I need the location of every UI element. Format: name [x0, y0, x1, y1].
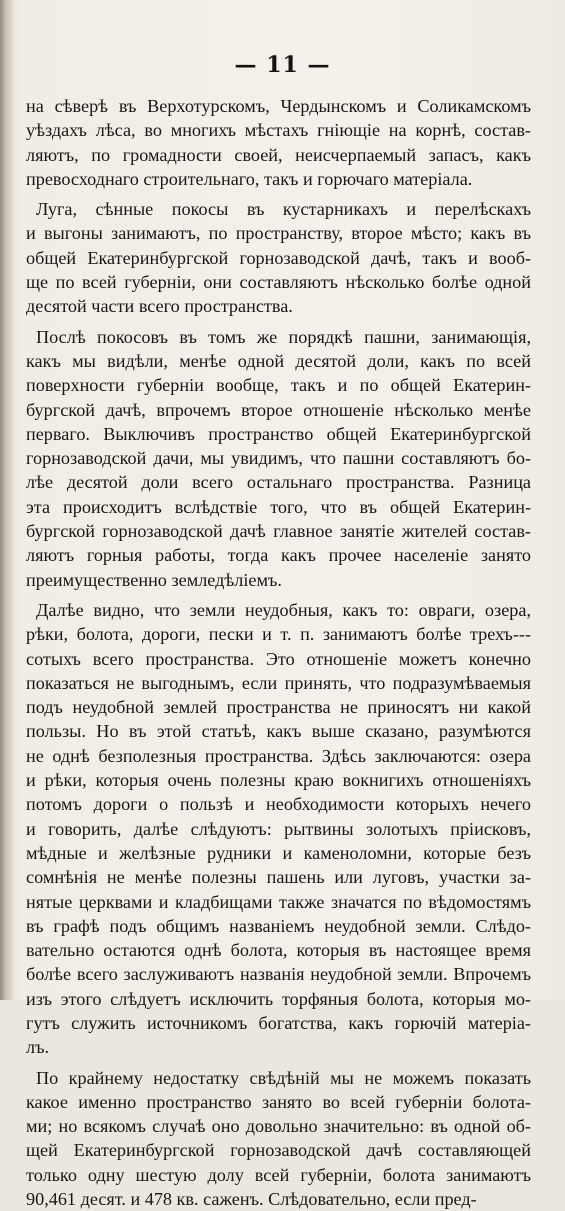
text-line: сотыхъ всего пространства. Это отношеніе можетъ конечно: [26, 648, 531, 669]
text-line: превосходнаго строительнаго, такъ и горючаго матеріала.: [26, 168, 473, 189]
paragraph: [26, 197, 531, 318]
text-line: поверхности губерніи вообще, такъ и по общей Екатерин-: [26, 375, 531, 396]
text-line: и говорить, далѣе слѣдуютъ: рытвины золотыхъ пріисковъ,: [26, 818, 531, 839]
binding-shadow: [0, 0, 14, 1000]
text-line: ще по всей губерніи, они составляютъ нѣсколько болѣе одной: [26, 272, 531, 293]
text-line: болѣе всего заслуживаютъ названія неудобной земли. Впрочемъ: [26, 964, 531, 985]
body-text: [26, 94, 531, 1211]
text-line: на сѣверѣ въ Верхотурскомъ, Чердынскомъ и Соликамскомъ: [26, 96, 531, 116]
text-line: эта происходитъ вслѣдствіе того, что въ общей Екатерин-: [26, 496, 531, 517]
text-line: мѣдные и желѣзные рудники и каменоломни, которые безъ: [26, 842, 531, 863]
text-line: какъ мы видѣли, менѣе одной десятой доли, какъ по всей: [26, 350, 531, 371]
text-line: ми; но всякомъ случаѣ оно довольно значительно: въ одной об-: [26, 1116, 531, 1137]
text-line: бургской дачѣ, впрочемъ второе отношеніе нѣсколько менѣе: [26, 399, 531, 420]
text-line: Послѣ покосовъ въ томъ же порядкѣ пашни, занимающія,: [36, 326, 531, 347]
text-line: лъ.: [26, 1037, 50, 1058]
text-line: общей Екатеринбургской горнозаводской дачѣ, такъ и вооб-: [26, 247, 531, 268]
text-line: горнозаводской дачи, мы увидимъ, что пашни составляютъ бо-: [26, 448, 531, 469]
text-line: подъ неудобной землей пространства не приносятъ ни какой: [26, 697, 531, 718]
text-line: ляютъ горныя работы, тогда какъ прочее населеніе занято: [26, 545, 531, 566]
paragraph: [26, 598, 531, 1060]
text-line: щей Екатеринбургской горнозаводской дачѣ составляющей: [26, 1140, 531, 1161]
text-line: не однѣ безполезныя пространства. Здѣсь заключаются: озера: [26, 745, 531, 766]
text-line: и выгоны занимаютъ, по пространству, второе мѣсто; какъ въ: [26, 223, 531, 244]
text-line: уѣздахъ лѣса, во многихъ мѣстахъ гніющіе на корнѣ, состав-: [26, 120, 531, 141]
text-line: потомъ дороги о пользѣ и необходимости которыхъ нечего: [26, 794, 531, 815]
text-line: и рѣки, которыя очень полезны краю вокнигихъ отношеніяхъ: [26, 770, 531, 791]
text-line: По крайнему недостатку свѣдѣній мы не можемъ показать: [36, 1067, 531, 1088]
page-number: — 11 —: [234, 52, 331, 78]
paragraph: [26, 325, 531, 592]
text-line: рѣки, болота, дороги, пески и т. п. занимаютъ болѣе трехъ---: [26, 624, 531, 645]
text-line: сомнѣнія не менѣе полезны пашень или луговъ, участки за-: [26, 867, 531, 888]
text-line: въ графѣ подъ общимъ названіемъ неудобной земли. Слѣдо-: [26, 915, 531, 936]
text-line: гутъ служить источникомъ богатства, какъ горючій матеріа-: [26, 1012, 531, 1033]
text-line: 90,461 десят. и 478 кв. саженъ. Слѣдовательно, если пред-: [26, 1189, 477, 1210]
text-line: какое именно пространство занято во всей губерніи болота-: [26, 1091, 531, 1112]
text-line: перваго. Выключивъ пространство общей Екатеринбургской: [26, 423, 531, 444]
text-line: Далѣе видно, что земли неудобныя, какъ то: овраги, озера,: [36, 599, 531, 620]
text-line: только одну шестую долу всей губерніи, болота занимаютъ: [26, 1164, 531, 1185]
text-line: бургской горнозаводской дачѣ главное занятіе жителей состав-: [26, 521, 531, 542]
text-line: лѣе десятой доли всего остальнаго пространства. Разница: [26, 472, 531, 493]
text-line: вательно остаются однѣ болота, которыя въ настоящее время: [26, 940, 531, 961]
text-line: показаться не выгоднымъ, если принять, что подразумѣваемыя: [26, 672, 531, 693]
text-line: преимущественно земледѣліемъ.: [26, 569, 282, 590]
text-line: десятой части всего пространства.: [26, 296, 293, 317]
text-line: пользы. Но въ этой статьѣ, какъ выше сказано, разумѣются: [26, 721, 531, 742]
paragraph: [26, 1066, 531, 1211]
text-line: нятые церквами и кладбищами также значатся по вѣдомостямъ: [26, 891, 531, 912]
text-line: Луга, сѣнные покосы въ кустарникахъ и перелѣскахъ: [36, 199, 531, 220]
text-line: ляютъ, по громадности своей, неисчерпаемый запасъ, какъ: [26, 144, 531, 165]
paragraph: [26, 94, 531, 191]
text-line: изъ этого слѣдуетъ исключить торфяныя болота, которыя мо-: [26, 988, 531, 1009]
